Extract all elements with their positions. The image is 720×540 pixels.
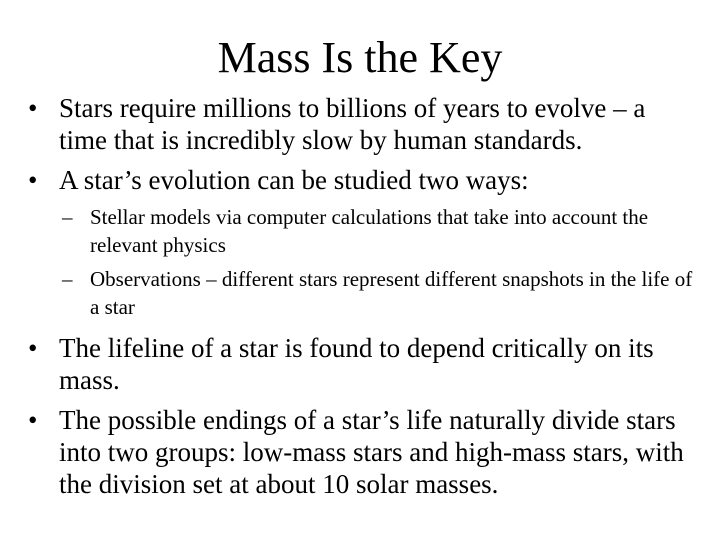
bullet-item (28, 404, 698, 500)
bullet-item (28, 164, 698, 196)
bullet-marker: • (28, 93, 38, 123)
bullet-marker: • (28, 333, 38, 363)
sub-bullet-marker: – (62, 205, 73, 229)
sub-bullet-text: Observations – different stars represent different snapshots in the life of a star (90, 267, 693, 319)
bullet-text: A star’s evolution can be studied two ways: (59, 165, 529, 195)
bullet-marker: • (28, 165, 38, 195)
bullet-item (28, 92, 698, 156)
sub-bullet-marker: – (62, 267, 73, 291)
sub-bullet-text: Stellar models via computer calculations that take into account the relevant physics (90, 205, 649, 257)
sub-bullet-item (62, 203, 702, 259)
bullet-text: The possible endings of a star’s life naturally divide stars into two groups: low-mass stars and high-mass stars, with the division set at about 10 solar masses. (59, 405, 684, 499)
bullet-text: The lifeline of a star is found to depend critically on its mass. (59, 333, 654, 395)
sub-bullet-item (62, 265, 702, 321)
bullet-item (28, 332, 698, 396)
bullet-text: Stars require millions to billions of years to evolve – a time that is incredibly slow by human standards. (59, 93, 646, 155)
slide-title: Mass Is the Key (217, 33, 503, 82)
bullet-marker: • (28, 405, 38, 435)
